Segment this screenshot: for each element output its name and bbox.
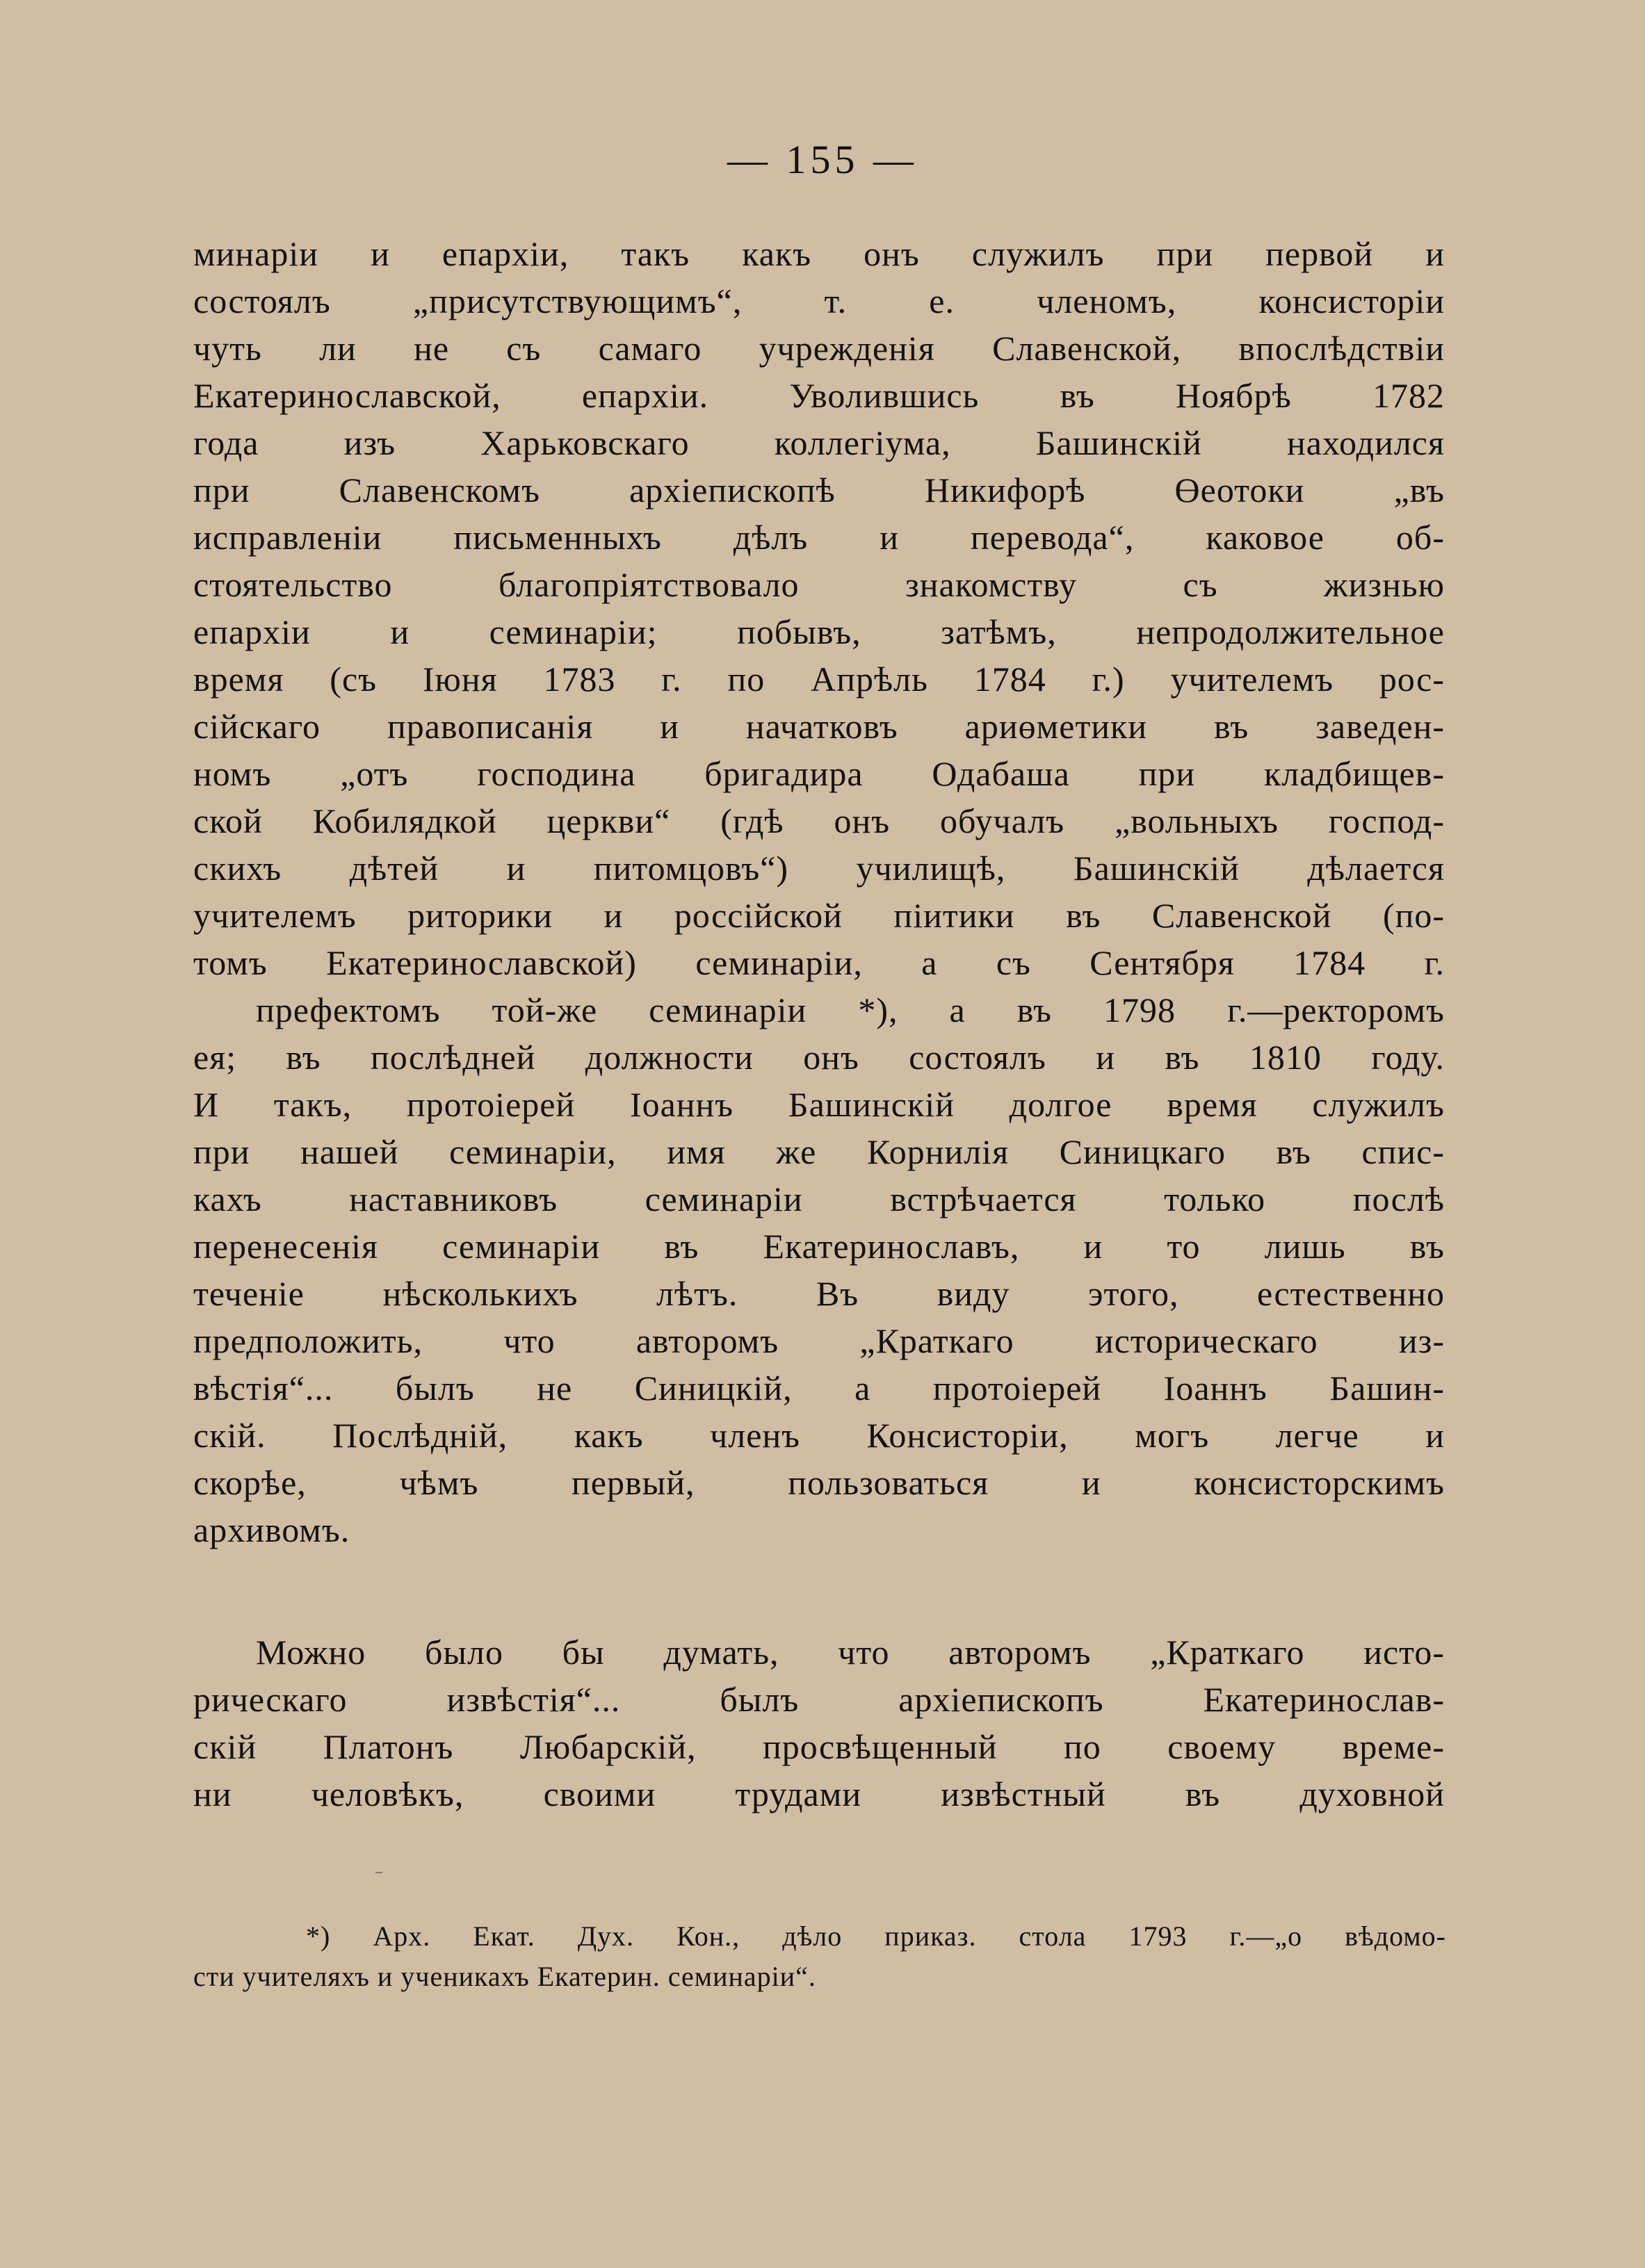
- text-line: скорѣе, чѣмъ первый, пользоваться и консисторскимъ: [193, 1463, 1445, 1502]
- footnote-separator: [375, 1872, 382, 1873]
- text-line: кахъ наставниковъ семинаріи встрѣчается только послѣ: [193, 1180, 1445, 1218]
- text-line: при нашей семинаріи, имя же Корнилія Синицкаго въ спис-: [193, 1132, 1445, 1171]
- text-line: при Славенскомъ архіепископѣ Никифорѣ Өеотоки „въ: [193, 471, 1445, 509]
- text-line: время (съ Іюня 1783 г. по Апрѣль 1784 г.) учителемъ рос-: [193, 660, 1445, 699]
- text-line: минаріи и епархіи, такъ какъ онъ служилъ при первой и: [193, 234, 1445, 273]
- footnote-line: сти учителяхъ и ученикахъ Екатерин. семинаріи“.: [193, 1961, 816, 1992]
- text-line: Екатеринославской, епархіи. Уволившись въ Ноябрѣ 1782: [193, 376, 1445, 415]
- text-line: теченіе нѣсколькихъ лѣтъ. Въ виду этого, естественно: [193, 1274, 1445, 1313]
- text-line: сійскаго правописанія и начатковъ ариөметики въ заведен-: [193, 707, 1445, 746]
- text-line: исправленіи письменныхъ дѣлъ и перевода“, каковое об-: [193, 518, 1445, 557]
- text-line: скій Платонъ Любарскій, просвѣщенный по своему време-: [193, 1727, 1445, 1766]
- text-line: Можно было бы думать, что авторомъ „Краткаго исто-: [256, 1633, 1445, 1672]
- text-line: И такъ, протоіерей Іоаннъ Башинскій долгое время служилъ: [193, 1085, 1445, 1124]
- text-line: вѣстія“... былъ не Синицкій, а протоіерей Іоаннъ Башин-: [193, 1369, 1445, 1408]
- text-line: стоятельство благопріятствовало знакомству съ жизнью: [193, 565, 1445, 604]
- text-line: ни человѣкъ, своими трудами извѣстный въ духовной: [193, 1775, 1445, 1813]
- text-line: ской Кобилядкой церкви“ (гдѣ онъ обучалъ „вольныхъ господ-: [193, 801, 1445, 840]
- text-line: ея; въ послѣдней должности онъ состоялъ и въ 1810 году.: [193, 1038, 1445, 1077]
- text-line: префектомъ той-же семинаріи *), а въ 1798 г.—ректоромъ: [256, 990, 1445, 1029]
- text-line: архивомъ.: [193, 1510, 350, 1549]
- text-line: рическаго извѣстія“... былъ архіепископъ Екатеринослав-: [193, 1680, 1445, 1719]
- text-line: епархіи и семинаріи; побывъ, затѣмъ, непродолжительное: [193, 612, 1445, 651]
- text-line: скихъ дѣтей и питомцовъ“) училищѣ, Башинскій дѣлается: [193, 849, 1445, 888]
- text-line: скій. Послѣдній, какъ членъ Консисторіи, могъ легче и: [193, 1416, 1445, 1455]
- text-line: томъ Екатеринославской) семинаріи, а съ Сентября 1784 г.: [193, 943, 1445, 982]
- text-line: номъ „отъ господина бригадира Одабаша при кладбищев-: [193, 754, 1445, 793]
- text-line: чуть ли не съ самаго учрежденія Славенской, впослѣдствіи: [193, 329, 1445, 368]
- text-line: учителемъ риторики и россійской піитики въ Славенской (по-: [193, 896, 1445, 935]
- footnote-line: *) Арх. Екат. Дух. Кон., дѣло приказ. стола 1793 г.—„о вѣдомо-: [306, 1920, 1446, 1952]
- text-line: состоялъ „присутствующимъ“, т. е. членомъ, консисторіи: [193, 282, 1445, 320]
- page-number: — 155 —: [727, 137, 918, 182]
- text-line: предположить, что авторомъ „Краткаго историческаго из-: [193, 1321, 1445, 1360]
- text-line: года изъ Харьковскаго коллегіума, Башинскій находился: [193, 423, 1445, 462]
- text-line: перенесенія семинаріи въ Екатеринославъ, и то лишь въ: [193, 1227, 1445, 1266]
